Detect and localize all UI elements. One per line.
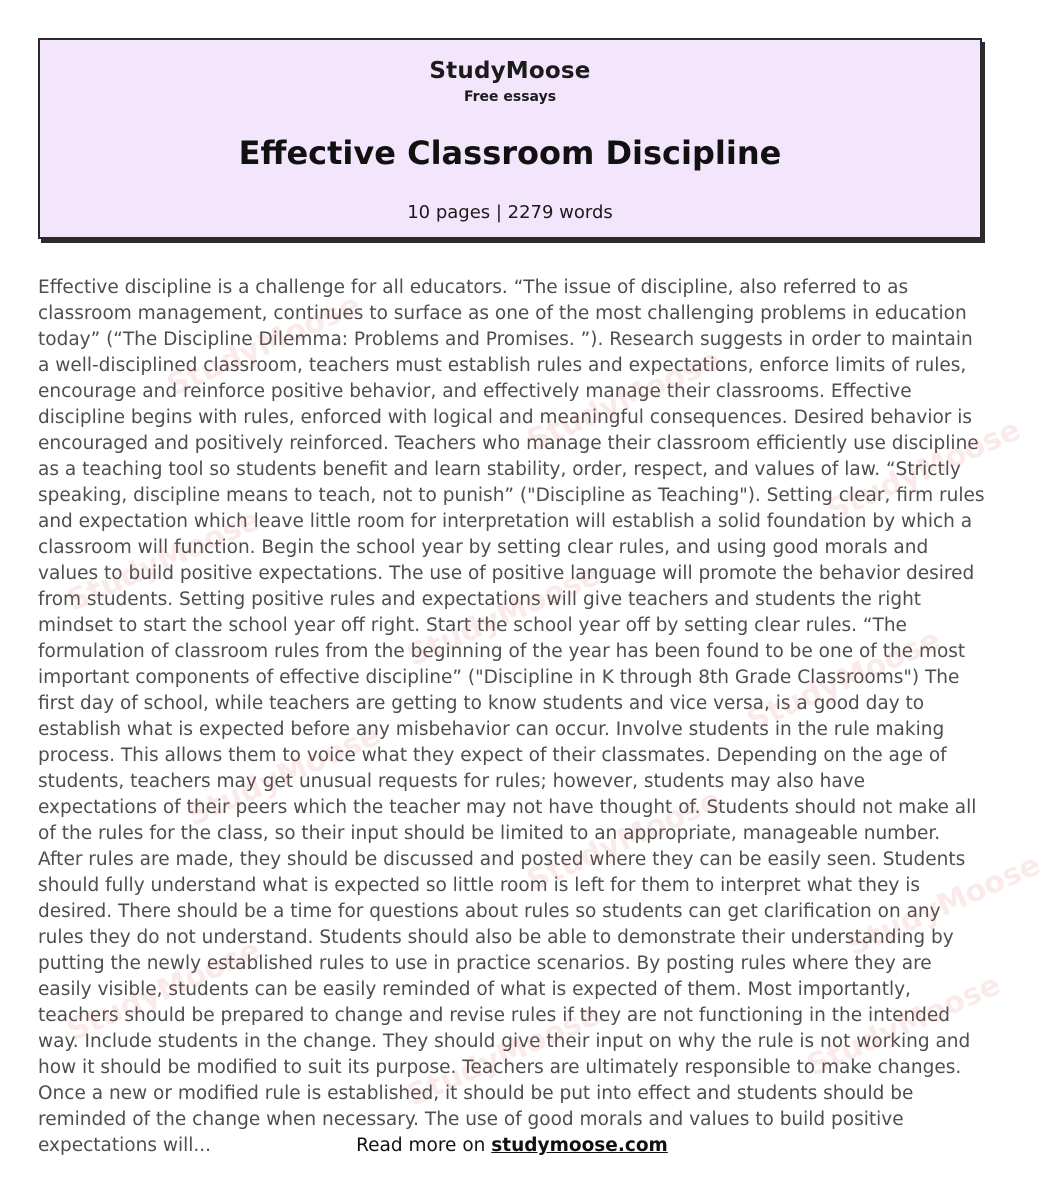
read-more-footer [0,1135,1024,1156]
watermark-stamp: StudyMoose [521,782,726,899]
brand-tagline: Free essays [463,89,557,105]
watermark-stamp: StudyMoose [181,717,386,834]
essay-meta: 10 pages | 2279 words [407,202,613,223]
watermark-stamp: StudyMoose [401,557,606,674]
essay-header-card [38,38,982,239]
watermark-stamp: StudyMoose [741,622,946,739]
watermark-stamp: StudyMoose [841,847,1046,964]
essay-body-text: Effective discipline is a challenge for all educators. “The issue of discipline, also referred to as classroom management, continues to surface as one of the most challenging problems in education today” (“The Discipline Dilemma: Problems and Promises. ”). Research suggests in order to maintain a well-disciplined classroom, teachers must establish rules and expectations, enforce limits of rules, encourage and reinforce positive behavior, and effectively manage their classrooms. Effective discipline begins with rules, enforced with logical and meaningful consequences. Desired behavior is encouraged and positively reinforced. Teachers who manage their classroom efficiently use discipline as a teaching tool so students benefit and learn stability, order, respect, and values of law. “Strictly speaking, discipline means to teach, not to punish” ("Discipline as Teaching"). Setting clear, firm rules and expectation which leave little room for interpretation will establish a solid foundation by which a classroom will function. Begin the school year by setting clear rules, and using good morals and values to build positive expectations. The use of positive language will promote the behavior desired from students. Setting positive rules and expectations will give teachers and students the right mindset to start the school year off right. Start the school year off by setting clear rules. “The formulation of classroom rules from the beginning of the year has been found to be one of the most important components of effective discipline” ("Discipline in K through 8th Grade Classrooms") The first day of school, while teachers are getting to know students and vice versa, is a good day to establish what is expected before any misbehavior can occur. Involve students in the rule making process. This allows them to voice what they expect of their classmates. Depending on the age of students, teachers may get unusual requests for rules; however, students may also have expectations of their peers which the teacher may not have thought of. Students should not make all of the rules for the class, so their input should be limited to an appropriate, manageable number. After rules are made, they should be discussed and posted where they can be easily seen. Students should fully understand what is expected so little room is left for them to interpret what they is desired. There should be a time for questions about rules so students can get clarification on any rules they do not understand. Students should also be able to demonstrate their understanding by putting the newly established rules to use in practice scenarios. By posting rules where they are easily visible, students can be easily reminded of what is expected of them. Most importantly, teachers should be prepared to change and revise rules if they are not functioning in the intended way. Include students in the change. They should give their input on why the rule is not working and how it should be modified to suit its purpose. Teachers are ultimately responsible to make changes. Once a new or modified rule is established, it should be put into effect and students should be reminded of the change when necessary. The use of good morals and values to build positive expectations will... [38,277,985,1156]
watermark-stamp: StudyMoose [161,287,366,404]
watermark-stamp: StudyMoose [61,502,266,619]
read-more-link[interactable]: studymoose.com [491,1135,668,1156]
brand-logo-text: StudyMoose [429,58,591,84]
watermark-stamp: StudyMoose [821,412,1026,529]
essay-title: Effective Classroom Discipline [238,134,782,172]
watermark-stamp: StudyMoose [801,967,1006,1084]
read-more-prefix: Read more on [356,1135,492,1156]
watermark-stamp: StudyMoose [61,932,266,1049]
watermark-stamp: StudyMoose [521,342,726,459]
watermark-stamp: StudyMoose [401,997,606,1114]
